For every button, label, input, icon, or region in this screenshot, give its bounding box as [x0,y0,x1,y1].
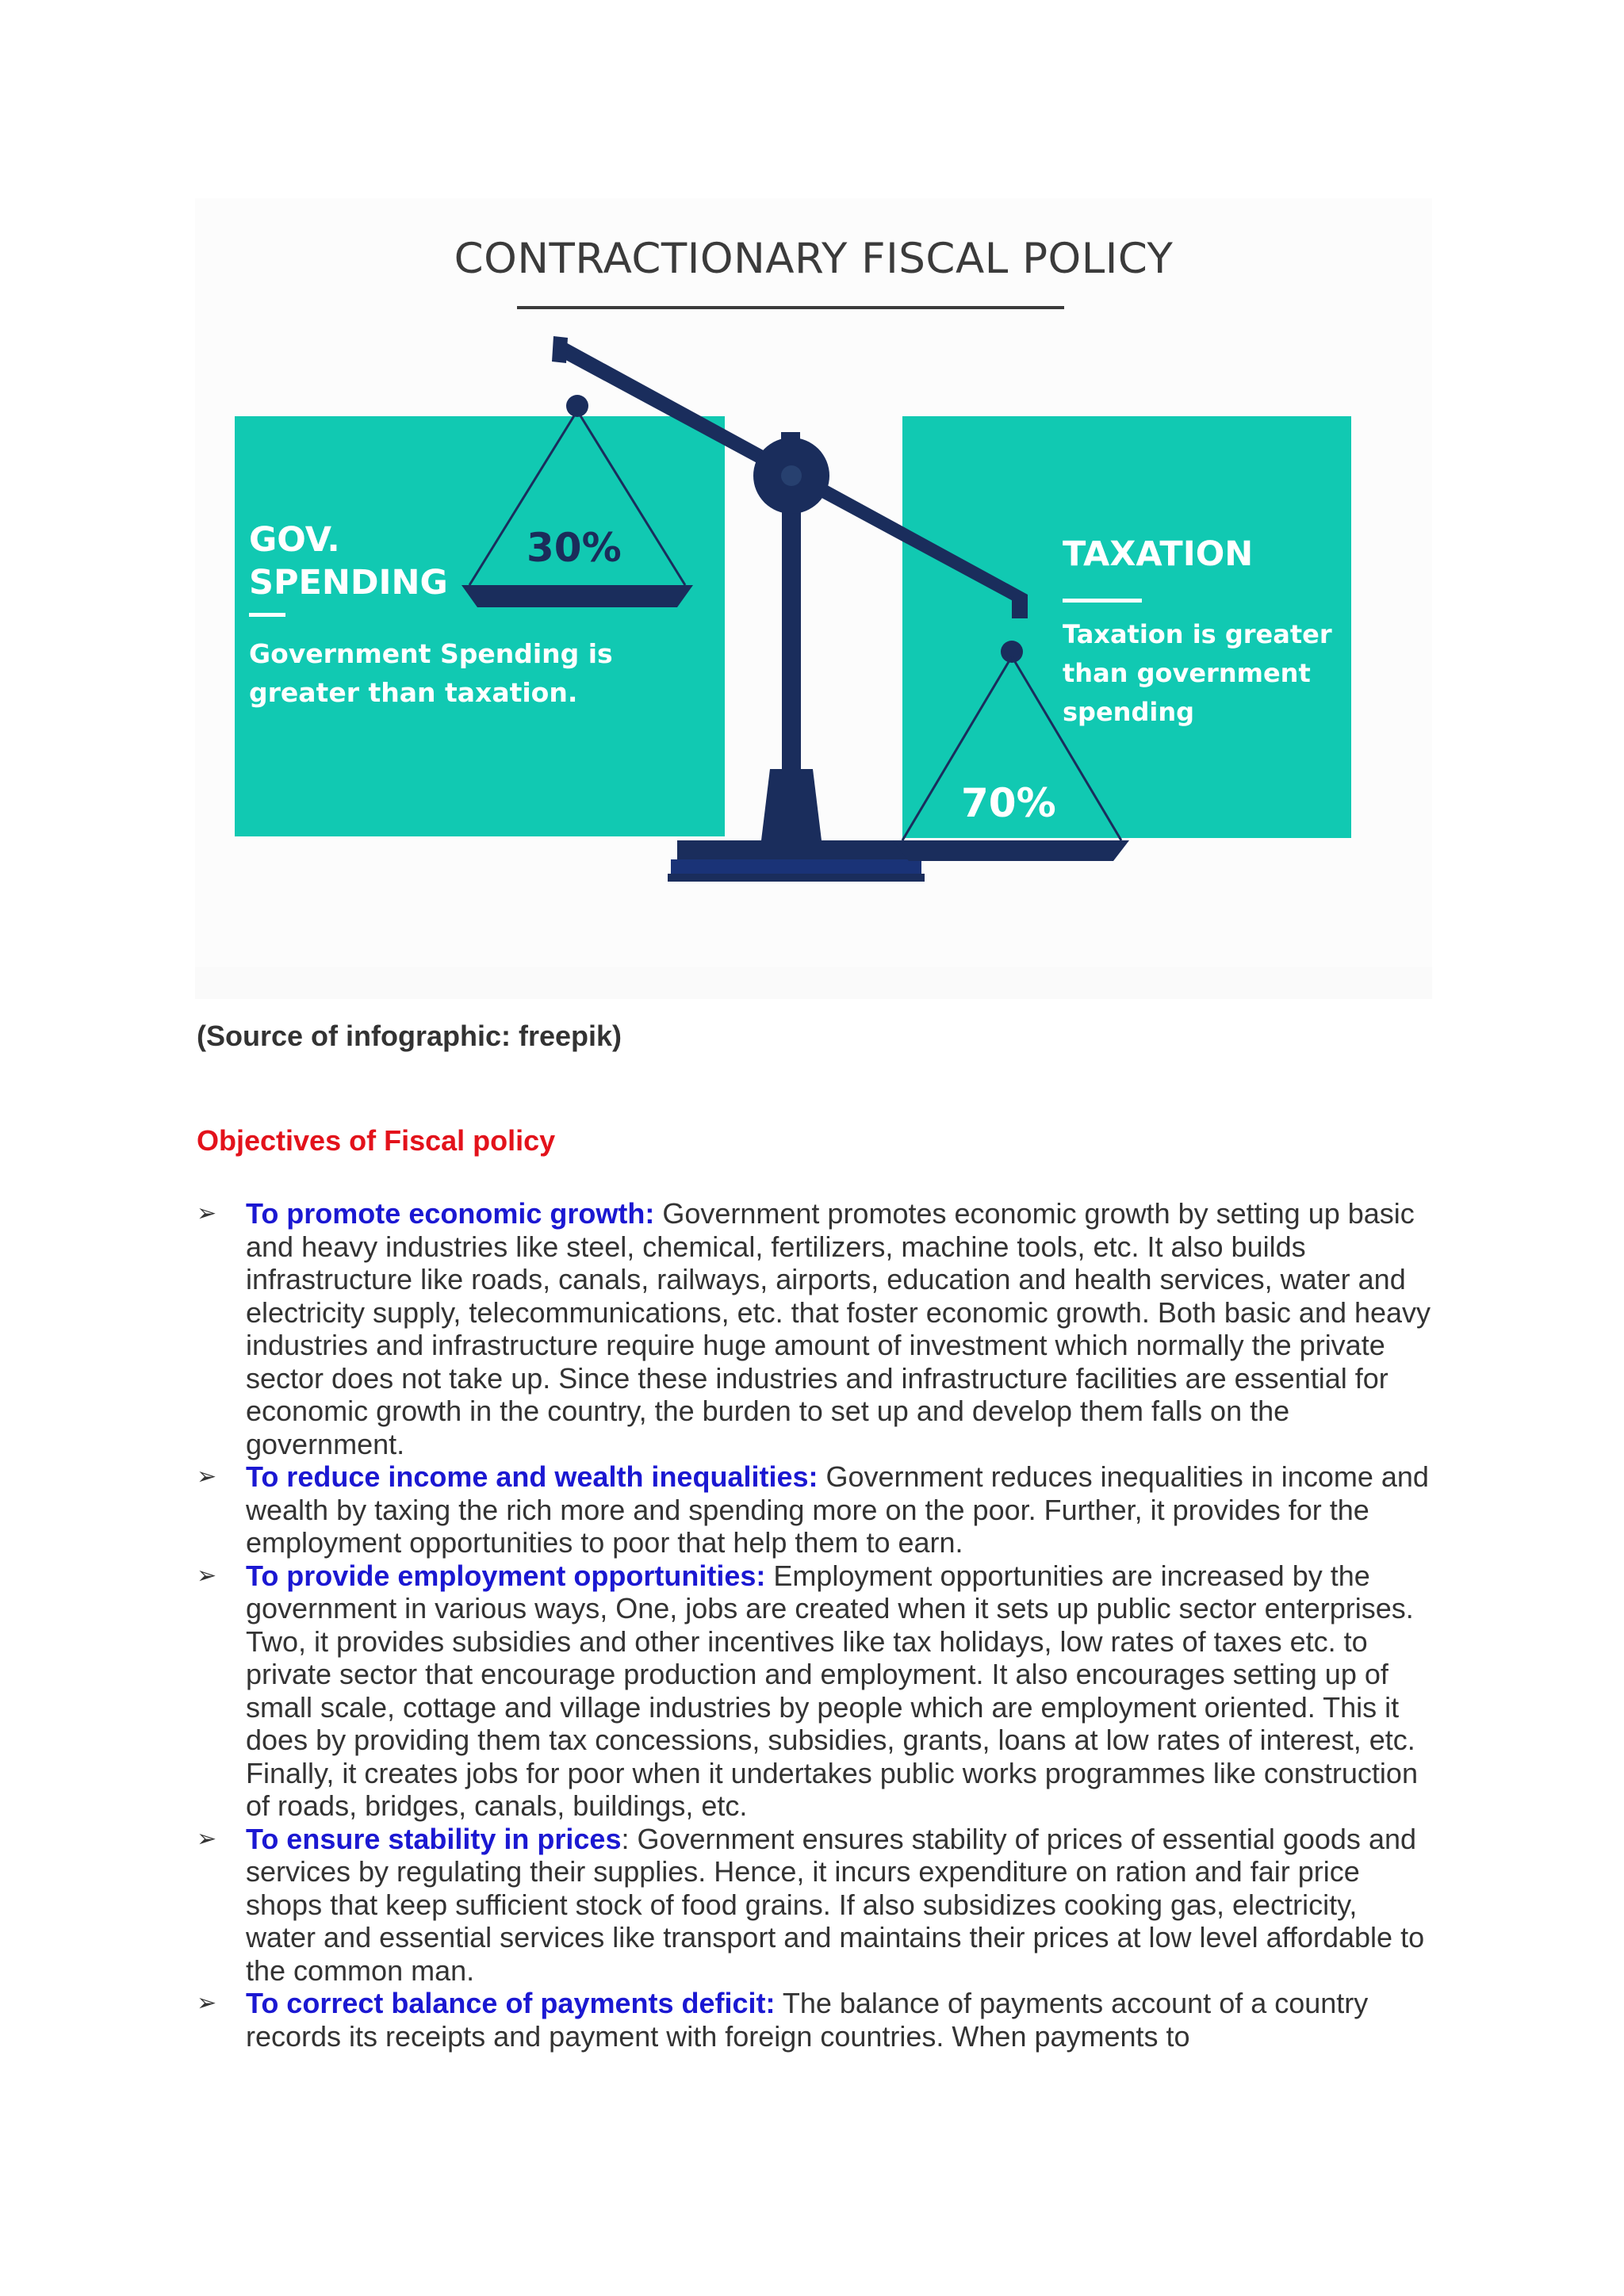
scale-base [677,840,915,859]
objective-term: To correct balance of payments deficit: [246,1987,776,2019]
gov-desc-line2: greater than taxation. [249,677,578,708]
objectives-list [197,1197,1434,2053]
taxation-description [1063,615,1332,732]
gov-spending-panel [235,416,725,836]
taxation-percent: 70% [961,780,1056,826]
gov-spending-description [249,634,613,712]
list-item [197,1559,1434,1823]
objective-term: To ensure stability in prices [246,1822,622,1855]
arrow-bullet-icon: ➢ [197,1561,217,1590]
gov-divider [249,613,285,617]
objective-text: The balance of payments account of a country records its receipts and payment with foreign countries. When payments to [246,1987,1369,2053]
arrow-bullet-icon: ➢ [197,1989,217,2017]
list-item [197,1197,1434,1460]
gov-label-line1: GOV. [249,520,340,560]
gov-spending-percent: 30% [527,525,622,571]
fiscal-policy-infographic [195,198,1432,999]
objective-term: To provide employment opportunities: [246,1559,766,1592]
objective-text: : Government ensures stability of prices of essential goods and services by regulating their supplies. Hence, it incurs expenditure on ration and fair price shops that keep sufficient stock of food grains. If also subsidizes cooking gas, electricity, water and essential services like transport and maintains their prices at low level affordable to the common man. [246,1822,1425,1987]
arrow-bullet-icon: ➢ [197,1200,217,1227]
tax-divider [1063,599,1142,603]
tax-desc-line1: Taxation is greater [1063,619,1332,649]
arrow-bullet-icon: ➢ [197,1824,217,1853]
left-scale-pan [462,585,693,607]
gov-desc-line1: Government Spending is [249,638,613,669]
taxation-label: TAXATION [1063,534,1254,574]
gov-spending-label [249,519,448,604]
arrow-bullet-icon: ➢ [197,1463,217,1490]
infographic-source: (Source of infographic: freepik) [197,1020,622,1052]
objective-text: Government promotes economic growth by setting up basic and heavy industries like steel, chemical, fertilizers, machine tools, etc. It also builds infrastructure like roads, canals, railways, airports, education and health services, water and electricity supply, telecommunications, etc. that foster economic growth. Both basic and heavy industries and infrastructure require huge amount of investment which normally the private sector does not take up. Since these industries and infrastructure facilities are essential for economic growth in the country, the burden to set up and develop them falls on the government. [246,1197,1431,1460]
tax-desc-line3: spending [1063,697,1194,727]
gov-label-line2: SPENDING [249,563,448,603]
objective-term: To reduce income and wealth inequalities: [246,1460,818,1493]
list-item [197,1987,1434,2053]
list-item [197,1460,1434,1559]
title-underline [517,306,1064,309]
objective-text: Government reduces inequalities in income and wealth by taxing the rich more and spending more on the poor. Further, it provides for the employment opportunities to poor that help them to earn. [246,1460,1429,1559]
scale-pillar [782,476,801,769]
section-heading: Objectives of Fiscal policy [197,1124,556,1157]
objective-term: To promote economic growth: [246,1197,655,1230]
tax-desc-line2: than government [1063,658,1311,688]
infographic-title: CONTRACTIONARY FISCAL POLICY [454,235,1174,283]
objective-text: Employment opportunities are increased by the government in various ways, One, jobs are created when it sets up public sector enterprises. Two, it provides subsidies and other incentives like tax holidays, low rates of taxes etc. to private sector that encourage production and employment. It also encourages setting up of small scale, cottage and village industries by people which are employment oriented. This it does by providing them tax concessions, subsidies, grants, loans at low rates of interest, etc. Finally, it creates jobs for poor when it undertakes public works programmes like construction of roads, bridges, canals, buildings, etc. [246,1559,1418,1822]
right-scale-pan [893,840,1129,861]
list-item [197,1823,1434,1988]
